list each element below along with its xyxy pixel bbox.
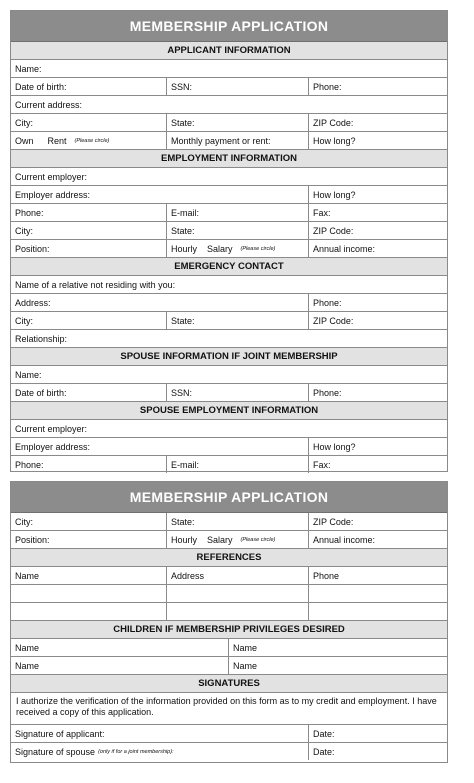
applicant-dob-field[interactable]: Date of birth: [11,78,167,95]
employment-how-long-field[interactable]: How long? [313,189,356,200]
form-row [11,384,447,402]
spouse-annual-income-field[interactable]: Annual income: [313,534,376,545]
spouse-how-long-field[interactable]: How long? [313,441,356,452]
employer-field[interactable]: Current employer: [15,171,88,182]
section-spouse-header: SPOUSE INFORMATION IF JOINT MEMBERSHIP [11,348,447,366]
spouse-position-field[interactable]: Position: [11,531,167,548]
form-row [11,186,447,204]
child-name-field[interactable]: Name [233,642,258,653]
relative-city-field[interactable]: City: [11,312,167,329]
own-rent-field[interactable] [11,132,167,149]
form-row [11,294,447,312]
reference-name-field[interactable] [11,585,167,602]
form-title: MEMBERSHIP APPLICATION [11,482,447,513]
annual-income-field[interactable]: Annual income: [313,243,376,254]
please-circle-note: (Please circle) [240,245,276,252]
form-title: MEMBERSHIP APPLICATION [11,11,447,42]
please-circle-note: (Please circle) [240,536,276,543]
spouse-employer-email-field[interactable]: E-mail: [167,456,309,473]
relative-phone-field[interactable]: Phone: [313,297,342,308]
form-row [11,240,447,258]
employer-address-field[interactable]: Employer address: [11,186,309,203]
salary-option[interactable]: Salary [207,534,233,545]
reference-address-column: Address [167,567,309,584]
own-option[interactable]: Own [15,135,34,146]
applicant-phone-field[interactable]: Phone: [313,81,342,92]
spouse-employer-city-field[interactable]: City: [11,513,167,530]
form-row [11,531,447,549]
spouse-employer-fax-field[interactable]: Fax: [313,459,331,470]
spouse-name-field[interactable]: Name: [15,369,42,380]
spouse-employer-field[interactable]: Current employer: [15,423,88,434]
membership-form-page-1 [10,10,448,472]
applicant-name-field[interactable]: Name: [15,63,42,74]
reference-name-column: Name [11,567,167,584]
employer-state-field[interactable]: State: [167,222,309,239]
form-row [11,312,447,330]
applicant-signature-date-field[interactable]: Date: [313,728,335,739]
monthly-payment-field[interactable]: Monthly payment or rent: [167,132,309,149]
applicant-city-field[interactable]: City: [11,114,167,131]
relative-zip-field[interactable]: ZIP Code: [313,315,354,326]
form-row [11,204,447,222]
section-references-header: REFERENCES [11,549,447,567]
spouse-phone-field[interactable]: Phone: [313,387,342,398]
relative-state-field[interactable]: State: [167,312,309,329]
employer-email-field[interactable]: E-mail: [167,204,309,221]
applicant-address-field[interactable]: Current address: [15,99,83,110]
section-spouse-employment-header: SPOUSE EMPLOYMENT INFORMATION [11,402,447,420]
relationship-field[interactable]: Relationship: [15,333,68,344]
child-name-field[interactable]: Name [233,660,258,671]
section-applicant-header: APPLICANT INFORMATION [11,42,447,60]
section-employment-header: EMPLOYMENT INFORMATION [11,150,447,168]
form-row [11,96,447,114]
child-name-field[interactable]: Name [11,657,229,674]
spouse-signature-date-field[interactable]: Date: [313,746,335,757]
employer-city-field[interactable]: City: [11,222,167,239]
applicant-state-field[interactable]: State: [167,114,309,131]
residence-how-long-field[interactable]: How long? [313,135,356,146]
form-row [11,132,447,150]
form-row [11,60,447,78]
spouse-hourly-salary-field[interactable] [167,531,309,548]
reference-row [11,603,447,621]
form-row [11,330,447,348]
section-children-header: CHILDREN IF MEMBERSHIP PRIVILEGES DESIRED [11,621,447,639]
please-circle-note: (Please circle) [74,137,110,144]
reference-phone-field[interactable] [309,603,447,620]
hourly-option[interactable]: Hourly [171,243,198,254]
form-row [11,456,447,473]
form-row [11,657,447,675]
position-field[interactable]: Position: [11,240,167,257]
employer-phone-field[interactable]: Phone: [11,204,167,221]
hourly-salary-field[interactable] [167,240,309,257]
form-row [11,78,447,96]
membership-form-page-2 [10,481,448,763]
rent-option[interactable]: Rent [47,135,67,146]
employer-zip-field[interactable]: ZIP Code: [313,225,354,236]
spouse-employer-address-field[interactable]: Employer address: [11,438,309,455]
section-emergency-header: EMERGENCY CONTACT [11,258,447,276]
authorization-statement: I authorize the verification of the information provided on this form as to my credit and employment. I have received a copy of this application. [11,693,447,725]
relative-address-field[interactable]: Address: [11,294,309,311]
applicant-ssn-field[interactable]: SSN: [167,78,309,95]
form-row [11,222,447,240]
form-row [11,168,447,186]
applicant-signature-field[interactable]: Signature of applicant: [11,725,309,742]
applicant-zip-field[interactable]: ZIP Code: [313,117,354,128]
reference-address-field[interactable] [167,585,309,602]
section-signatures-header: SIGNATURES [11,675,447,693]
joint-membership-note: (only if for a joint membership): [98,748,174,755]
form-row [11,513,447,531]
form-row [11,276,447,294]
spouse-ssn-field[interactable]: SSN: [167,384,309,401]
form-row [11,114,447,132]
reference-row [11,585,447,603]
reference-address-field[interactable] [167,603,309,620]
form-row [11,438,447,456]
reference-name-field[interactable] [11,603,167,620]
spouse-employer-state-field[interactable]: State: [167,513,309,530]
spouse-signature-field[interactable] [11,743,309,760]
spouse-dob-field[interactable]: Date of birth: [11,384,167,401]
reference-phone-field[interactable] [309,585,447,602]
spouse-signature-label: Signature of spouse [15,746,96,757]
hourly-option[interactable]: Hourly [171,534,198,545]
employer-fax-field[interactable]: Fax: [313,207,331,218]
form-row [11,639,447,657]
salary-option[interactable]: Salary [207,243,233,254]
relative-name-field[interactable]: Name of a relative not residing with you: [15,279,176,290]
form-row [11,743,447,760]
spouse-employer-phone-field[interactable]: Phone: [11,456,167,473]
form-row [11,725,447,743]
form-row [11,420,447,438]
reference-phone-column: Phone [313,570,340,581]
child-name-field[interactable]: Name [11,639,229,656]
form-row [11,366,447,384]
spouse-employer-zip-field[interactable]: ZIP Code: [313,516,354,527]
references-header-row [11,567,447,585]
